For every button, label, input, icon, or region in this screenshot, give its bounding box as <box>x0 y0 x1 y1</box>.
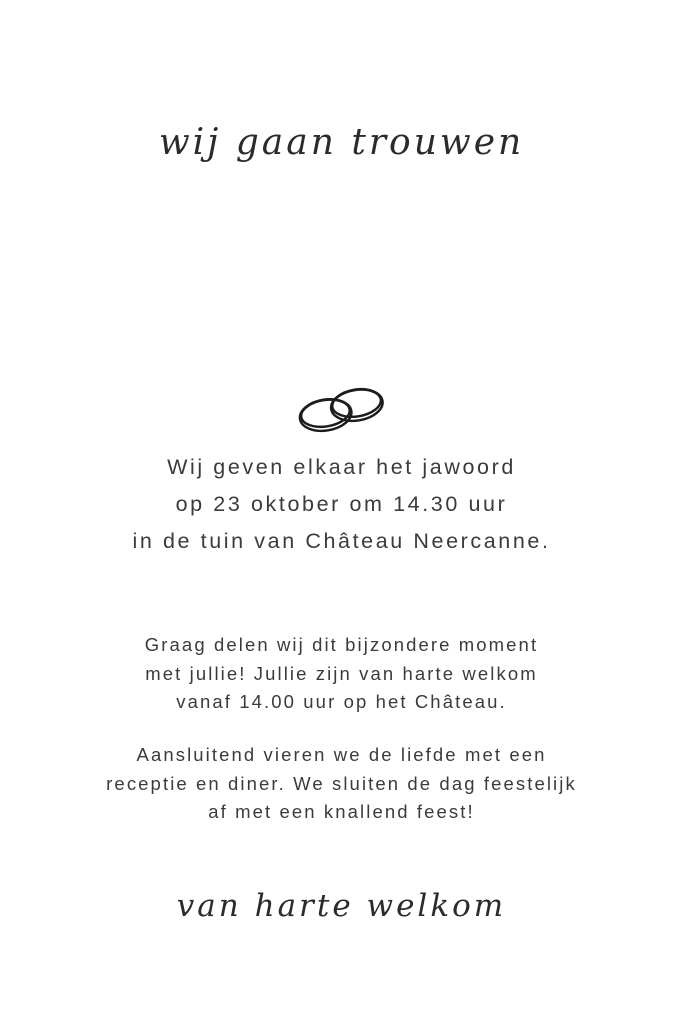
announcement-line-2: op 23 oktober om 14.30 uur <box>175 492 508 516</box>
script-title: wij gaan trouwen <box>158 122 525 163</box>
party-line-3: af met een knallend feest! <box>208 801 475 822</box>
details-block <box>0 631 683 717</box>
rings-container <box>0 380 683 445</box>
announcement-line-3: in de tuin van Château Neercanne. <box>132 529 551 553</box>
announcement-line-1: Wij geven elkaar het jawoord <box>167 455 516 479</box>
details-line-3: vanaf 14.00 uur op het Château. <box>176 691 507 712</box>
wedding-rings-icon <box>293 427 391 444</box>
details-line-1: Graag delen wij dit bijzondere moment <box>144 634 539 655</box>
party-block <box>0 741 683 827</box>
script-footer: van harte welkom <box>176 888 507 924</box>
party-line-2: receptie en diner. We sluiten de dag feestelijk <box>106 772 577 794</box>
announcement-block <box>0 449 683 560</box>
details-line-2: met jullie! Jullie zijn van harte welkom <box>145 662 538 684</box>
party-line-1: Aansluitend vieren we de liefde met een <box>136 744 547 765</box>
